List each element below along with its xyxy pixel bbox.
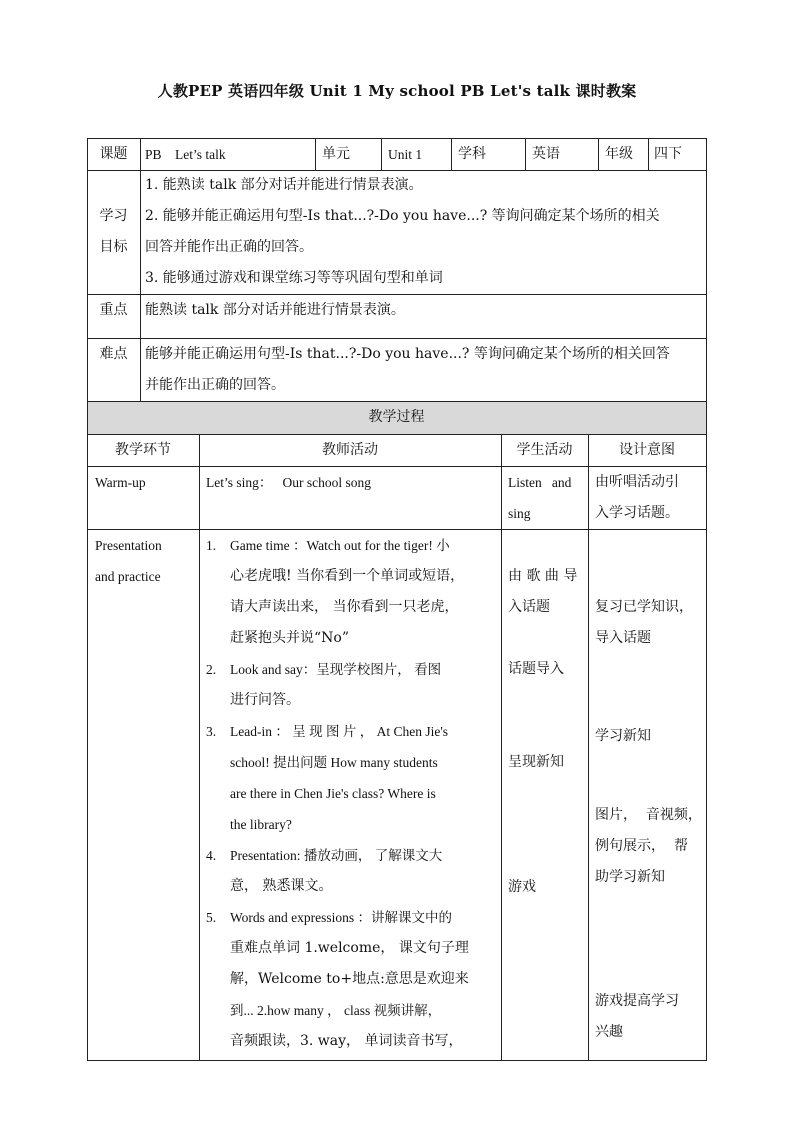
step-number: 2. <box>206 662 217 677</box>
objective-line: 1. 能熟读 talk 部分对话并能进行情景表演。 <box>145 177 423 193</box>
presentation-stage-line: Presentation <box>95 538 162 553</box>
teacher-step <box>206 716 494 840</box>
step-line: Lead-in ： 呈 现 图 片 ， At Chen Jie's <box>230 724 449 739</box>
design-intent: 复习已学知识， <box>595 599 693 615</box>
warmup-student-line: Listen and <box>508 475 572 490</box>
teacher-step <box>206 654 494 716</box>
design-intent: 学习新知 <box>595 728 651 744</box>
student-activity: 呈现新知 <box>508 754 564 770</box>
step-line: 心老虎哦! 当你看到一个单词或短语， <box>230 568 465 584</box>
difficult-line: 并能作出正确的回答。 <box>145 377 285 393</box>
grade-label: 年级 <box>605 146 633 162</box>
topic-value: PB Let’s talk <box>145 147 226 162</box>
design-intent: 助学习新知 <box>595 869 665 885</box>
student-activity: 由 歌 曲 导 <box>508 568 578 584</box>
step-line: Words and expressions ：讲解课文中的 <box>230 910 453 925</box>
step-line: school! 提出问题 How many students <box>230 755 438 770</box>
step-line: are there in Chen Jie's class? Where is <box>230 786 436 801</box>
warmup-intent <box>595 467 705 529</box>
table-rule <box>87 466 707 467</box>
table-rule <box>451 138 452 170</box>
warmup-student <box>508 467 582 529</box>
warmup-intent-line: 由听唱活动引 <box>595 474 679 490</box>
table-rule <box>87 294 707 295</box>
step-line: 重难点单词 1.welcome， 课文句子理 <box>230 940 469 956</box>
table-rule <box>381 138 382 170</box>
table-rule <box>598 138 599 170</box>
warmup-teacher: Let’s sing： Our school song <box>206 475 371 490</box>
objective-line: 回答并能作出正确的回答。 <box>145 239 313 255</box>
table-rule <box>140 138 141 401</box>
warmup-intent-line: 入学习话题。 <box>595 505 679 521</box>
step-number: 5. <box>206 910 217 925</box>
key-points-text: 能熟读 talk 部分对话并能进行情景表演。 <box>145 302 405 318</box>
objective-line: 2. 能够并能正确运用句型-Is that...?-Do you have...? 等询问确定某个场所的相关 <box>145 208 660 224</box>
subject-value: 英语 <box>532 146 560 162</box>
step-line: 音频跟读，3. way， 单词读音书写， <box>230 1033 463 1049</box>
column-header-teacher: 教师活动 <box>322 442 378 458</box>
presentation-teacher <box>206 530 494 1060</box>
column-header-intent: 设计意图 <box>619 442 675 458</box>
objectives-label <box>87 201 140 263</box>
page-title: 人教PEP 英语四年级 Unit 1 My school PB Let's talk 课时教案 <box>157 82 637 100</box>
design-intent: 游戏提高学习 <box>595 993 679 1009</box>
topic-label: 课题 <box>99 146 128 162</box>
difficult-line: 能够并能正确运用句型-Is that...?-Do you have...? 等询问确定某个场所的相关回答 <box>145 346 670 362</box>
objective-line: 3. 能够通过游戏和课堂练习等等巩固句型和单词 <box>145 270 443 286</box>
table-rule <box>648 138 649 170</box>
process-heading: 教学过程 <box>368 409 425 425</box>
table-rule <box>87 1060 707 1061</box>
step-line: 进行问答。 <box>230 692 300 708</box>
table-rule <box>87 338 707 339</box>
design-intent: 兴趣 <box>595 1024 623 1040</box>
column-header-student: 学生活动 <box>516 442 573 458</box>
column-header-stage: 教学环节 <box>115 442 171 458</box>
step-number: 1. <box>206 538 217 553</box>
objectives-label-line1: 学习 <box>99 208 128 224</box>
student-activity: 话题导入 <box>508 661 564 677</box>
table-rule <box>87 434 707 435</box>
design-intent: 例句展示， 帮 <box>595 838 688 854</box>
difficult-points-text <box>145 339 705 401</box>
table-rule <box>315 138 316 170</box>
teacher-step <box>206 902 494 1057</box>
warmup-stage: Warm-up <box>95 475 146 490</box>
step-line: 赶紧抱头并说“No” <box>230 630 349 646</box>
presentation-stage-line: and practice <box>95 569 161 584</box>
step-number: 4. <box>206 848 217 863</box>
table-rule <box>87 401 707 402</box>
unit-label: 单元 <box>322 146 350 162</box>
step-line: Look and say：呈现学校图片， 看图 <box>230 662 442 677</box>
step-line: the library? <box>230 817 292 832</box>
student-activity: 入话题 <box>508 599 550 615</box>
step-line: Game time ：Watch out for the tiger! 小 <box>230 538 450 553</box>
presentation-stage <box>95 530 199 592</box>
teacher-step <box>206 840 494 902</box>
student-activity: 游戏 <box>508 879 536 895</box>
table-rule <box>525 138 526 170</box>
subject-label: 学科 <box>458 146 486 162</box>
table-rule <box>199 434 200 1061</box>
table-rule <box>87 138 88 1061</box>
design-intent: 图片， 音视频， <box>595 807 702 823</box>
objectives-label-line2: 目标 <box>99 239 128 255</box>
step-line: 到... 2.how many ， class 视频讲解， <box>230 1003 442 1018</box>
teacher-step <box>206 530 494 654</box>
step-line: 请大声读出来， 当你看到一只老虎， <box>230 599 459 615</box>
objectives-text <box>145 170 705 294</box>
step-number: 3. <box>206 724 217 739</box>
step-line: 解，Welcome to+地点:意思是欢迎来 <box>230 971 469 987</box>
table-rule <box>501 434 502 1061</box>
difficult-points-label: 难点 <box>99 346 128 362</box>
warmup-student-line: sing <box>508 506 531 521</box>
table-rule <box>588 434 589 1061</box>
table-rule <box>87 138 707 139</box>
design-intent: 导入话题 <box>595 630 651 646</box>
unit-value: Unit 1 <box>388 147 423 162</box>
table-rule <box>87 529 707 530</box>
step-line: 意， 熟悉课文。 <box>230 878 333 894</box>
key-points-label: 重点 <box>99 302 128 318</box>
table-rule <box>87 170 707 171</box>
grade-value: 四下 <box>654 146 682 162</box>
step-line: Presentation: 播放动画， 了解课文大 <box>230 848 443 863</box>
table-rule <box>706 138 707 1061</box>
